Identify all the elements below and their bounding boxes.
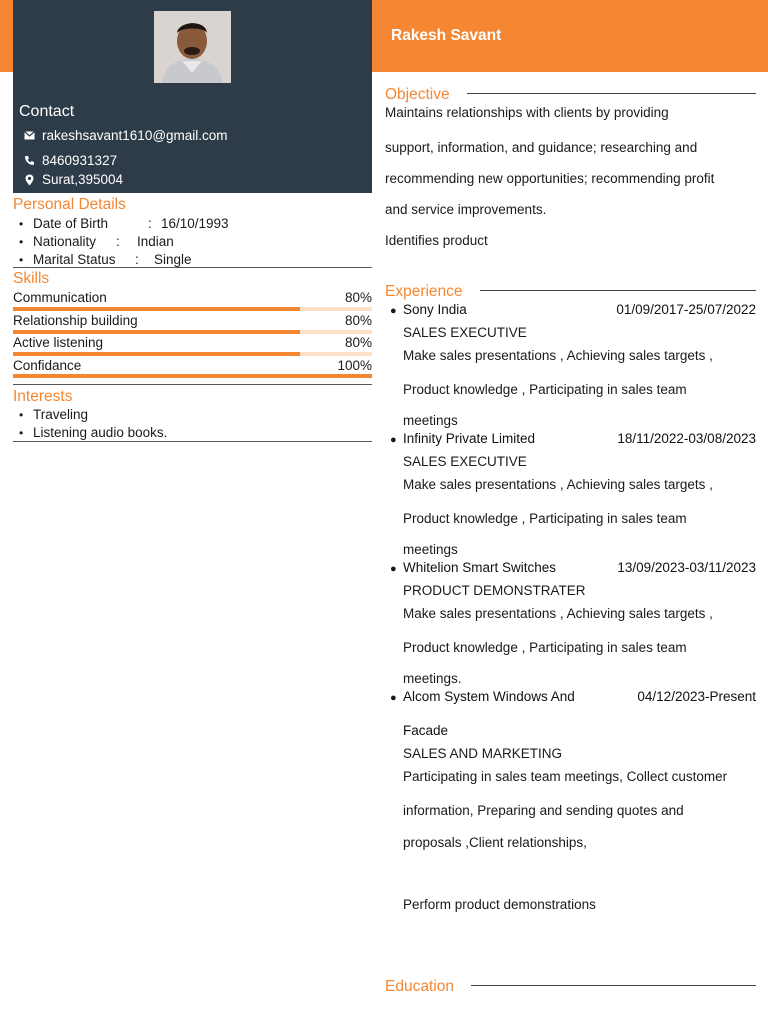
skill-bar — [13, 352, 372, 356]
job-role: SALES EXECUTIVE — [403, 325, 527, 340]
skill-percent: 80% — [344, 290, 372, 305]
list-item: • Nationality : Indian — [19, 234, 174, 249]
list-item: • Marital Status : Single — [19, 252, 192, 267]
objective-line: support, information, and guidance; researching and — [385, 140, 698, 155]
skill-bar-fill — [13, 330, 300, 334]
objective-line: Maintains relationships with clients by providing — [385, 105, 669, 120]
skills-title: Skills — [13, 270, 50, 287]
list-item: • Traveling — [19, 407, 89, 422]
contact-title: Contact — [19, 103, 75, 120]
skill-bar-fill — [13, 352, 300, 356]
job-company: Infinity Private Limited — [403, 431, 536, 446]
job-dates: 13/09/2023-03/11/2023 — [617, 560, 756, 575]
job-dates: 04/12/2023-Present — [637, 689, 756, 704]
interests-title: Interests — [13, 388, 73, 405]
contact-phone: 8460931327 — [42, 153, 118, 168]
skill-bar-fill — [13, 307, 300, 311]
contact-phone-row — [22, 153, 117, 168]
skill-bar — [13, 307, 372, 311]
section-divider — [13, 384, 372, 385]
job-company: Sony India — [403, 302, 467, 317]
skill-percent: 80% — [344, 335, 372, 350]
skill-name: Relationship building — [13, 313, 138, 328]
list-item: • Date of Birth : 16/10/1993 — [19, 216, 229, 231]
skill-bar-fill — [13, 374, 372, 378]
phone-icon — [22, 154, 36, 168]
objective-title: Objective — [385, 86, 450, 103]
experience-title-rule — [480, 290, 756, 291]
personal-details-list — [19, 215, 229, 269]
experience-title: Experience — [385, 283, 463, 300]
section-divider — [13, 267, 372, 268]
education-title: Education — [385, 978, 454, 995]
objective-line: Identifies product — [385, 233, 488, 248]
job-dates: 18/11/2022-03/08/2023 — [617, 431, 756, 446]
job-line: Perform product demonstrations — [403, 897, 596, 912]
job-company: Whitelion Smart Switches — [403, 560, 557, 575]
location-pin-icon — [22, 173, 36, 187]
job-line: meetings — [403, 413, 458, 428]
contact-email-row — [22, 128, 228, 143]
list-item: • Listening audio books. — [19, 425, 168, 440]
skill-name: Communication — [13, 290, 107, 305]
job-line: Make sales presentations , Achieving sales targets , — [403, 348, 713, 363]
contact-address-row — [22, 172, 123, 187]
skill-name: Confidance — [13, 358, 82, 373]
header-accent-strip — [0, 0, 13, 72]
profile-photo — [154, 11, 231, 83]
envelope-icon — [22, 129, 36, 143]
education-title-rule — [471, 985, 756, 986]
job-line: Product knowledge , Participating in sales team — [403, 640, 687, 655]
job-bullet: ● — [390, 692, 397, 704]
objective-line: and service improvements. — [385, 202, 547, 217]
objective-line: recommending new opportunities; recommending profit — [385, 171, 715, 186]
job-bullet: ● — [390, 563, 397, 575]
skill-name: Active listening — [13, 335, 104, 350]
contact-address: Surat,395004 — [42, 172, 124, 187]
personal-details-title: Personal Details — [13, 196, 126, 213]
skill-bar — [13, 330, 372, 334]
job-line: proposals ,Client relationships, — [403, 835, 587, 850]
job-bullet: ● — [390, 434, 397, 446]
job-role: SALES AND MARKETING — [403, 746, 563, 761]
skill-percent: 80% — [344, 313, 372, 328]
job-role: PRODUCT DEMONSTRATER — [403, 583, 586, 598]
job-company: Alcom System Windows And — [403, 689, 575, 704]
skill-percent: 100% — [337, 358, 372, 373]
interests-list — [19, 406, 167, 442]
job-line: Participating in sales team meetings, Collect customer — [403, 769, 728, 784]
section-divider — [13, 441, 372, 442]
candidate-name: Rakesh Savant — [391, 27, 502, 44]
skill-bar — [13, 374, 372, 378]
job-dates: 01/09/2017-25/07/2022 — [616, 302, 756, 317]
job-line: information, Preparing and sending quotes and — [403, 803, 684, 818]
objective-title-rule — [467, 93, 756, 94]
job-role: SALES EXECUTIVE — [403, 454, 527, 469]
job-line: Product knowledge , Participating in sales team — [403, 382, 687, 397]
job-bullet: ● — [390, 305, 397, 317]
job-line: Product knowledge , Participating in sales team — [403, 511, 687, 526]
job-company-continued: Facade — [403, 723, 449, 738]
job-line: Make sales presentations , Achieving sales targets , — [403, 606, 713, 621]
job-line: meetings — [403, 542, 458, 557]
job-line: meetings. — [403, 671, 462, 686]
contact-email[interactable]: rakeshsavant1610@gmail.com — [42, 128, 228, 143]
job-line: Make sales presentations , Achieving sales targets , — [403, 477, 713, 492]
